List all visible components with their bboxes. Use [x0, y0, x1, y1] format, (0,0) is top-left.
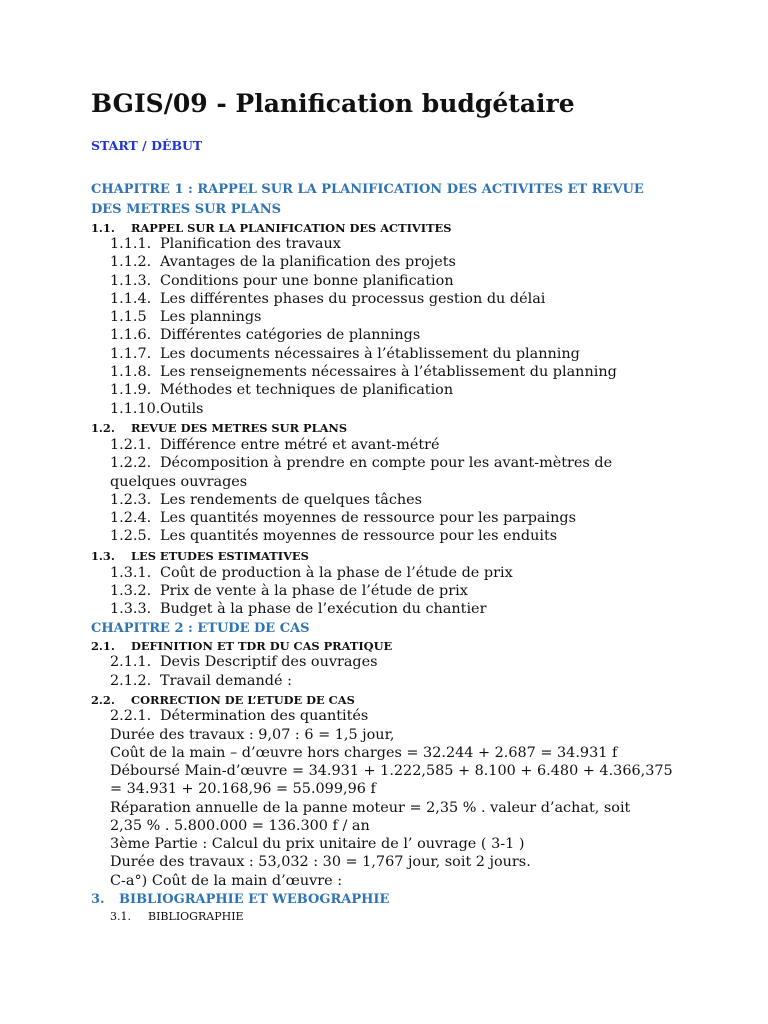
item-text: Budget à la phase de l’exécution du chantier: [160, 601, 487, 617]
subsection-item: [110, 236, 341, 252]
item-text: Les plannings: [160, 309, 262, 325]
item-text: CHAPITRE 2 : ETUDE DE CAS: [91, 621, 310, 636]
item-text: = 34.931 + 20.168,96 = 55.099,96 f: [110, 781, 376, 797]
document-page: [91, 84, 691, 923]
body-text-line: [110, 873, 342, 889]
item-number: 1.2.5.: [110, 528, 152, 544]
chapter-heading: [91, 892, 389, 907]
item-text: C-a°) Coût de la main d’œuvre :: [110, 873, 343, 889]
chapter-heading: [91, 182, 644, 197]
item-text: Différentes catégories de plannings: [160, 327, 421, 343]
item-text: Les renseignements nécessaires à l’établissement du planning: [160, 364, 617, 380]
item-text: Outils: [160, 401, 204, 417]
item-number: 1.2.: [91, 421, 115, 435]
subsection-item: [110, 455, 612, 471]
item-text: Les quantités moyennes de ressource pour les parpaings: [160, 510, 577, 526]
item-number: 1.3.: [91, 549, 115, 563]
item-text: RAPPEL SUR LA PLANIFICATION DES ACTIVITES: [131, 221, 452, 235]
subsection-item: [110, 401, 203, 417]
body-text-line: [110, 763, 673, 779]
item-number: 1.1.9.: [110, 382, 152, 398]
item-number: 1.1.3.: [110, 273, 152, 289]
subsection-item: [110, 708, 368, 724]
subsection-item: [110, 273, 454, 289]
item-text: REVUE DES METRES SUR PLANS: [131, 421, 348, 435]
item-number: 3.: [91, 892, 105, 907]
item-number: 1.2.2.: [110, 455, 152, 471]
subsection-item: [110, 327, 420, 343]
item-text: quelques ouvrages: [110, 474, 248, 490]
item-number: 1.2.4.: [110, 510, 152, 526]
item-text: Les quantités moyennes de ressource pour les enduits: [160, 528, 558, 544]
item-number: 3.1.: [110, 910, 131, 923]
item-number: 1.1.10.: [110, 401, 161, 417]
item-text: Détermination des quantités: [160, 708, 369, 724]
item-text: Différence entre métré et avant-métré: [160, 437, 440, 453]
subsection-item: [110, 510, 576, 526]
section-heading: [91, 549, 309, 563]
item-number: 2.1.2.: [110, 673, 152, 689]
item-text: Déboursé Main-d’œuvre = 34.931 + 1.222,585 + 8.100 + 6.480 + 4.366,375: [110, 763, 673, 779]
item-number: 1.1.5: [110, 309, 147, 325]
body-text-line: [110, 800, 630, 816]
item-number: 2.1.1.: [110, 654, 152, 670]
item-number: 2.2.: [91, 693, 115, 707]
item-text: Devis Descriptif des ouvrages: [160, 654, 378, 670]
item-text: Durée des travaux : 9,07 : 6 = 1,5 jour,: [110, 727, 395, 743]
item-text: BIBLIOGRAPHIE: [148, 910, 244, 923]
item-text: Coût de production à la phase de l’étude de prix: [160, 565, 513, 581]
item-text: Les différentes phases du processus gestion du délai: [160, 291, 546, 307]
subsection-item: [110, 654, 378, 670]
start-link[interactable]: START / DÉBUT: [91, 138, 203, 153]
subsection-item: [110, 309, 261, 325]
section-heading: [91, 639, 392, 653]
item-text: Prix de vente à la phase de l’étude de prix: [160, 583, 468, 599]
body-text-line: [110, 745, 617, 761]
item-text: DES METRES SUR PLANS: [91, 202, 282, 217]
item-text: Travail demandé :: [160, 673, 292, 689]
body-text-line: [110, 818, 370, 834]
body-text-line: [110, 854, 531, 870]
subsection-item: [110, 673, 292, 689]
body-text-line: [110, 727, 394, 743]
item-number: 1.1.4.: [110, 291, 152, 307]
item-number: 1.1.7.: [110, 346, 152, 362]
item-number: 1.1.1.: [110, 236, 152, 252]
chapter-heading: [91, 621, 310, 636]
body-text-line: [110, 474, 247, 490]
item-number: 1.2.1.: [110, 437, 152, 453]
subsection-item: [110, 601, 486, 617]
item-number: 1.1.: [91, 221, 115, 235]
item-text: DEFINITION ET TDR DU CAS PRATIQUE: [131, 639, 393, 653]
item-text: 3ème Partie : Calcul du prix unitaire de l’ ouvrage ( 3-1 ): [110, 836, 525, 852]
item-text: Conditions pour une bonne planification: [160, 273, 454, 289]
section-heading: [91, 221, 451, 235]
item-number: 1.2.3.: [110, 492, 152, 508]
item-text: BIBLIOGRAPHIE ET WEBOGRAPHIE: [119, 892, 390, 907]
item-text: Coût de la main – d’œuvre hors charges = 32.244 + 2.687 = 34.931 f: [110, 745, 618, 761]
subsection-item: [110, 492, 422, 508]
item-number: 2.2.1.: [110, 708, 152, 724]
item-text: LES ETUDES ESTIMATIVES: [131, 549, 309, 563]
subsection-item: [110, 565, 513, 581]
item-number: 1.1.6.: [110, 327, 152, 343]
item-text: Décomposition à prendre en compte pour les avant-mètres de: [160, 455, 613, 471]
subsection-item: [110, 346, 580, 362]
subsection-item: [110, 291, 545, 307]
item-number: 1.3.1.: [110, 565, 152, 581]
item-text: Méthodes et techniques de planification: [160, 382, 454, 398]
item-text: Durée des travaux : 53,032 : 30 = 1,767 jour, soit 2 jours.: [110, 854, 531, 870]
item-number: 1.3.2.: [110, 583, 152, 599]
section-heading: [91, 421, 347, 435]
item-text: Les documents nécessaires à l’établissement du planning: [160, 346, 580, 362]
item-text: Avantages de la planification des projets: [160, 254, 456, 270]
subsection-item: [110, 528, 557, 544]
subsection-item: [110, 583, 468, 599]
item-text: CHAPITRE 1 : RAPPEL SUR LA PLANIFICATION DES ACTIVITES ET REVUE: [91, 182, 644, 197]
subsection-item: [110, 382, 453, 398]
subsection-item: [110, 254, 456, 270]
item-text: Planification des travaux: [160, 236, 341, 252]
item-text: Les rendements de quelques tâches: [160, 492, 423, 508]
item-number: 1.1.2.: [110, 254, 152, 270]
item-text: 2,35 % . 5.800.000 = 136.300 f / an: [110, 818, 370, 834]
item-text: Réparation annuelle de la panne moteur = 2,35 % . valeur d’achat, soit: [110, 800, 631, 816]
subsection-item: [110, 437, 440, 453]
body-text-line: [110, 781, 376, 797]
body-text-line: [110, 836, 524, 852]
item-number: 1.3.3.: [110, 601, 152, 617]
item-number: 2.1.: [91, 639, 115, 653]
chapter-heading: [91, 202, 281, 217]
page-title: BGIS/09 - Planification budgétaire: [91, 89, 575, 118]
subsection-item: [110, 910, 244, 923]
item-text: CORRECTION DE L’ETUDE DE CAS: [131, 693, 355, 707]
item-number: 1.1.8.: [110, 364, 152, 380]
section-heading: [91, 693, 355, 707]
subsection-item: [110, 364, 617, 380]
